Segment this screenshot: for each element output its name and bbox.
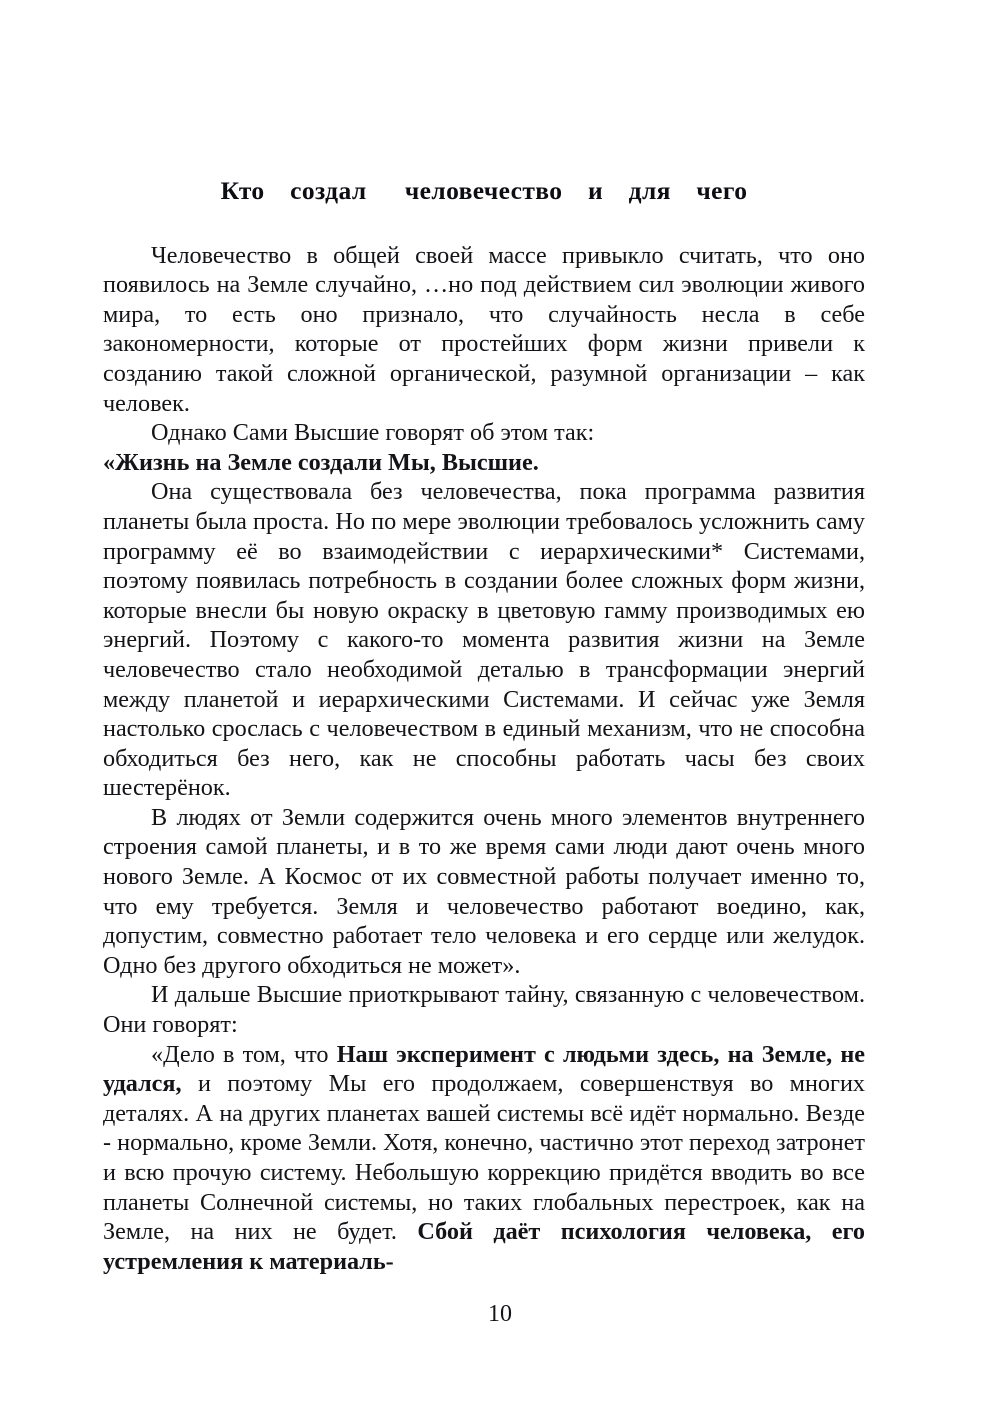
paragraph-2: Однако Сами Высшие говорят об этом так: xyxy=(151,419,595,447)
paragraph-5: В людях от Земли содержится очень много элементов внутреннего строения самой планеты, и в то же время сами люди дают очень много нового Земле. А Космос от их совместной работы получает именно то, что ему требуется. Земля и человечество работают воедино, как, допустим, совместно работает тело человека и его сердце или желудок. Одно без другого обходиться не может». xyxy=(103,803,865,979)
page-content xyxy=(103,176,865,1276)
paragraph-4: Она существовала без человечества, пока программа развития планеты была проста. Но по мере эволюции требовалось усложнить саму программу её во взаимодействии с иерархическими* Системами, поэтому появилась потребность в создании более сложных форм жизни, которые внесли бы новую окраску в цветовую гамму производимых ею энергий. Поэтому с какого-то момента развития жизни на Земле человечество стало необходимой деталью в трансформации энергий между планетой и иерархическими Системами. И сейчас уже Земля настолько срослась с человечеством в единый механизм, что не способна обходиться без него, как не способны работать часы без своих шестерёнок. xyxy=(103,478,865,802)
paragraph-3-bold-quote-opening: «Жизнь на Земле создали Мы, Высшие. xyxy=(103,448,539,476)
paragraph-6: И дальше Высшие приоткрывают тайну, связанную с человечеством. Они говорят: xyxy=(103,981,865,1039)
quote-continuation: и поэтому Мы его продолжаем, совершенствуя во многих деталях. А на других планетах вашей системы всё идёт нормально. Везде - нормально, кроме Земли. Хотя, конечно, частично этот переход затронет и всю прочую систему. Небольшую коррекцию придётся вводить во все планеты Солнечной системы, но таких глобальных перестроек, как на Земле, на них не будет. xyxy=(103,1070,865,1246)
bold-emphasis-psychology: Сбой даёт психология человека, его устремления к материаль- xyxy=(103,1218,865,1275)
bold-emphasis-experiment: Наш эксперимент с людьми здесь, на Земле, не удался, xyxy=(103,1040,865,1098)
paragraph-7-mixed xyxy=(103,1040,865,1277)
paragraph-1: Человечество в общей своей массе привыкло считать, что оно появилось на Земле случайно, …но под действием сил эволюции живого мира, то есть оно признало, что случайность несла в себе закономерности, которые от простейших форм жизни привели к созданию такой сложной органической, разумной организации – как человек. xyxy=(103,241,865,417)
page-number: 10 xyxy=(488,1301,512,1327)
quote-lead-in: «Дело в том, что xyxy=(151,1040,337,1068)
page-title: Кто создал человечество и для чего xyxy=(220,176,748,205)
